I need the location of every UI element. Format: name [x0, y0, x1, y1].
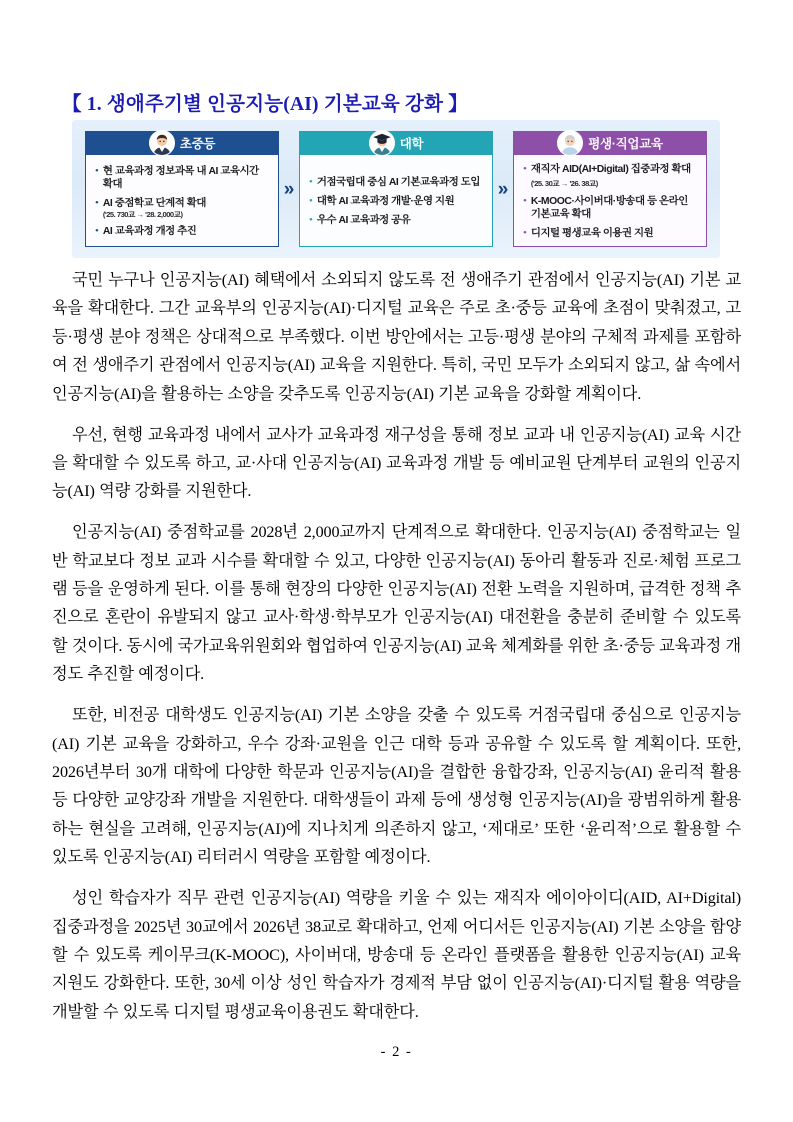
infographic-panel — [299, 131, 493, 247]
bullet-dot-icon: • — [523, 226, 527, 239]
panel-title: 평생·직업교육 — [588, 137, 663, 151]
panel-bullet-text: 거점국립대 중심 AI 기본교육과정 도입 — [316, 176, 480, 188]
graduate-avatar — [369, 130, 395, 156]
adult-avatar — [557, 130, 583, 156]
panel-bullet-item — [309, 195, 484, 209]
panel-title: 초중등 — [179, 137, 216, 151]
panel-bullet-text: 현 교육과정 정보과목 내 AI 교육시간 확대 — [102, 165, 259, 191]
lifecycle-ai-education-infographic — [72, 120, 720, 258]
panel-bullet-note: ('25. 30교 → '26. 38교) — [530, 178, 598, 188]
flow-arrow-icon: » — [283, 178, 295, 200]
bullet-dot-icon: • — [309, 195, 313, 208]
page-title: 【 1. 생애주기별 인공지능(AI) 기본교육 강화 】 — [62, 94, 468, 115]
panel-header — [85, 131, 279, 155]
bullet-dot-icon: • — [95, 196, 99, 209]
panel-title: 대학 — [399, 137, 424, 151]
panel-bullet-text: 우수 AI 교육과정 공유 — [316, 215, 411, 227]
body-paragraph: 인공지능(AI) 중점학교를 2028년 2,000교까지 단계적으로 확대한다. 인공지능(AI) 중점학교는 일반 학교보다 정보 교과 시수를 확대할 수 있고, 다양한 인공지능(AI) 동아리 활동과 진로·체험 프로그램 등을 운영하게 된다. 이를 통해 현장의 다양한 인공지능(AI) 전환 노력을 지원하며, 급격한 정책 추진으로 혼란이 유발되지 않고 교사·학생·학부모가 인공지능(AI) 대전환을 충분히 준비할 수 있도록 할 것이다. 동시에 국가교육위원회와 협업하여 인공지능(AI) 교육 체계화를 위한 초·중등 교육과정 개정도 추진할 예정이다. — [52, 523, 741, 684]
panel-body — [299, 155, 493, 247]
body-paragraph: 우선, 현행 교육과정 내에서 교사가 교육과정 재구성을 통해 정보 교과 내 인공지능(AI) 교육 시간을 확대할 수 있도록 하고, 교·사대 인공지능(AI) 교육과정 개발 등 예비교원 단계부터 교원의 인공지능(AI) 역량 강화를 지원한다. — [52, 425, 741, 501]
body-text-container — [52, 266, 741, 1026]
panel-bullet-item — [95, 197, 270, 220]
bullet-dot-icon: • — [95, 164, 99, 177]
panel-bullet-text: 디지털 평생교육 이용권 지원 — [530, 227, 654, 239]
body-paragraph: 성인 학습자가 직무 관련 인공지능(AI) 역량을 키울 수 있는 재직자 에이아이디(AID, AI+Digital) 집중과정을 2025년 30교에서 2026년 38교로 확대하고, 언제 어디서든 인공지능(AI) 기본 소양을 함양할 수 있도록 케이무크(K-MOOC), 사이버대, 방송대 등 온라인 플랫폼을 활용한 인공지능(AI) 교육 지원도 강화한다. 또한, 30세 이상 성인 학습자가 경제적 부담 없이 인공지능(AI)·디지털 활용 역량을 개발할 수 있도록 디지털 평생교육이용권도 확대한다. — [52, 889, 741, 1021]
panel-bullet-note: ('25. 730교 → '28. 2,000교) — [102, 210, 183, 220]
panel-bullet-text: AI 중점학교 단계적 확대 ('25. 730교 → '28. 2,000교) — [102, 197, 206, 220]
panel-body — [513, 155, 707, 247]
panel-bullet-text: K-MOOC·사이버대·방송대 등 온라인 기본교육 확대 — [530, 196, 688, 221]
panel-bullet-item — [523, 227, 698, 241]
bullet-dot-icon: • — [523, 195, 527, 208]
body-paragraph: 국민 누구나 인공지능(AI) 혜택에서 소외되지 않도록 전 생애주기 관점에서 인공지능(AI) 기본 교육을 확대한다. 그간 교육부의 인공지능(AI)·디지털 교육은 주로 초·중등 교육에 초점이 맞춰졌고, 고등·평생 분야 정책은 상대적으로 부족했다. 이번 방안에서는 고등·평생 분야의 구체적 과제를 포함하여 전 생애주기 관점에서 인공지능(AI) 교육을 지원한다. 특히, 국민 모두가 소외되지 않고, 삶 속에서 인공지능(AI)을 활용하는 소양을 갖추도록 인공지능(AI) 기본 교육을 강화할 계획이다. — [52, 271, 741, 403]
infographic-panel — [513, 131, 707, 247]
body-paragraph: 또한, 비전공 대학생도 인공지능(AI) 기본 소양을 갖출 수 있도록 거점국립대 중심으로 인공지능(AI) 기본 교육을 강화하고, 우수 강좌·교원을 인근 대학 등과 공유할 수 있도록 할 계획이다. 또한, 2026년부터 30개 대학에 다양한 학문과 인공지능(AI)을 결합한 융합강좌, 인공지능(AI) 윤리적 활용 등 다양한 교양강좌 개발을 지원한다. 대학생들이 과제 등에 생성형 인공지능(AI)을 광범위하게 활용하는 현실을 고려해, 인공지능(AI)에 지나치게 의존하지 않고, ‘제대로’ 또한 ‘윤리적’으로 활용할 수 있도록 인공지능(AI) 리터러시 역량을 포함할 예정이다. — [52, 706, 741, 867]
panel-bullet-item — [95, 165, 270, 191]
panel-bullet-item — [523, 195, 698, 221]
panel-header — [513, 131, 707, 155]
infographic-panel — [85, 131, 279, 247]
panel-bullet-item — [523, 163, 698, 189]
bullet-dot-icon: • — [309, 214, 313, 227]
student-avatar — [149, 130, 175, 156]
panel-bullet-item — [95, 225, 270, 239]
bullet-dot-icon: • — [95, 225, 99, 238]
panel-bullet-text: AI 교육과정 개정 추진 — [102, 226, 197, 238]
page-number: - 2 - — [380, 1044, 413, 1060]
panel-bullet-item — [309, 176, 484, 190]
panel-bullet-text: 대학 AI 교육과정 개발·운영 지원 — [316, 196, 455, 208]
panel-bullet-item — [309, 214, 484, 228]
flow-arrow-icon: » — [497, 178, 509, 200]
panel-header — [299, 131, 493, 155]
panel-body — [85, 155, 279, 247]
bullet-dot-icon: • — [523, 163, 527, 176]
bullet-dot-icon: • — [309, 175, 313, 188]
panel-bullet-text: 재직자 AID(AI+Digital) 집중과정 확대('25. 30교 → '26. 38교) — [530, 164, 691, 188]
